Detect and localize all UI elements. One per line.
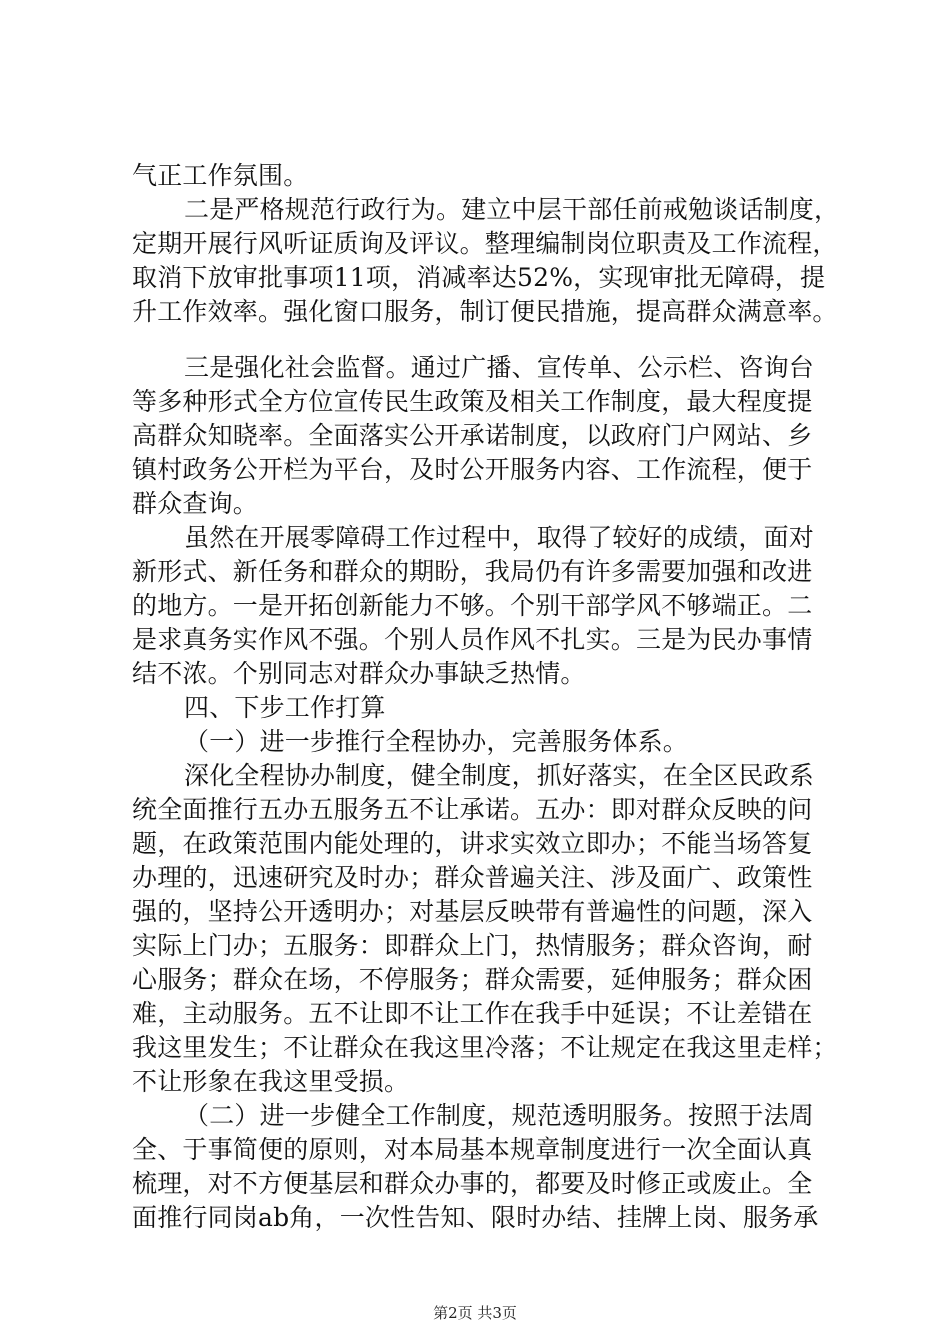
text-line: 强的，坚持公开透明办；对基层反映带有普遍性的问题，深入 xyxy=(132,897,813,926)
text-line: 梳理，对不方便基层和群众办事的，都要及时修正或废止。全 xyxy=(132,1169,813,1198)
text-line: 心服务；群众在场，不停服务；群众需要，延伸服务；群众困 xyxy=(132,965,813,994)
text-line: 气正工作氛围。 xyxy=(132,161,309,190)
text-line: 全、于事简便的原则，对本局基本规章制度进行一次全面认真 xyxy=(132,1135,813,1164)
text-line: 是求真务实作风不强。个别人员作风不扎实。三是为民办事情 xyxy=(132,625,813,654)
text-line: 二是严格规范行政行为。建立中层干部任前戒勉谈话制度， xyxy=(184,195,840,224)
text-line: 统全面推行五办五服务五不让承诺。五办：即对群众反映的问 xyxy=(132,795,813,824)
text-line: 三是强化社会监督。通过广播、宣传单、公示栏、咨询台 xyxy=(184,353,815,382)
subsection-heading: （二）进一步健全工作制度，规范透明服务。按照于法周 xyxy=(184,1101,815,1130)
text-line: 我这里发生；不让群众在我这里冷落；不让规定在我这里走样； xyxy=(132,1033,838,1062)
text-line: 的地方。一是开拓创新能力不够。个别干部学风不够端正。二 xyxy=(132,591,813,620)
text-line: 结不浓。个别同志对群众办事缺乏热情。 xyxy=(132,659,586,688)
section-heading: 四、下步工作打算 xyxy=(184,693,386,722)
text-line: 题，在政策范围内能处理的，讲求实效立即办；不能当场答复 xyxy=(132,829,813,858)
text-line: 新形式、新任务和群众的期盼，我局仍有许多需要加强和改进 xyxy=(132,557,813,586)
text-line: 虽然在开展零障碍工作过程中，取得了较好的成绩，面对 xyxy=(184,523,815,552)
text-line: 办理的，迅速研究及时办；群众普遍关注、涉及面广、政策性 xyxy=(132,863,813,892)
text-line: 镇村政务公开栏为平台，及时公开服务内容、工作流程，便于 xyxy=(132,455,813,484)
text-line: 取消下放审批事项11项，消减率达52%，实现审批无障碍，提 xyxy=(132,263,826,292)
page-footer: 第2页 共3页 xyxy=(433,1304,517,1322)
text-line: 难，主动服务。五不让即不让工作在我手中延误；不让差错在 xyxy=(132,999,813,1028)
text-line: 深化全程协办制度，健全制度，抓好落实，在全区民政系 xyxy=(184,761,815,790)
text-line: 面推行同岗ab角，一次性告知、限时办结、挂牌上岗、服务承 xyxy=(132,1203,819,1232)
subsection-heading: （一）进一步推行全程协办，完善服务体系。 xyxy=(184,727,689,756)
text-line: 不让形象在我这里受损。 xyxy=(132,1067,410,1096)
text-line: 定期开展行风听证质询及评议。整理编制岗位职责及工作流程， xyxy=(132,229,838,258)
text-line: 高群众知晓率。全面落实公开承诺制度，以政府门户网站、乡 xyxy=(132,421,813,450)
text-line: 等多种形式全方位宣传民生政策及相关工作制度，最大程度提 xyxy=(132,387,813,416)
text-line: 升工作效率。强化窗口服务，制订便民措施，提高群众满意率。 xyxy=(132,297,838,326)
text-line: 实际上门办；五服务：即群众上门，热情服务；群众咨询，耐 xyxy=(132,931,813,960)
text-line: 群众查询。 xyxy=(132,489,259,518)
